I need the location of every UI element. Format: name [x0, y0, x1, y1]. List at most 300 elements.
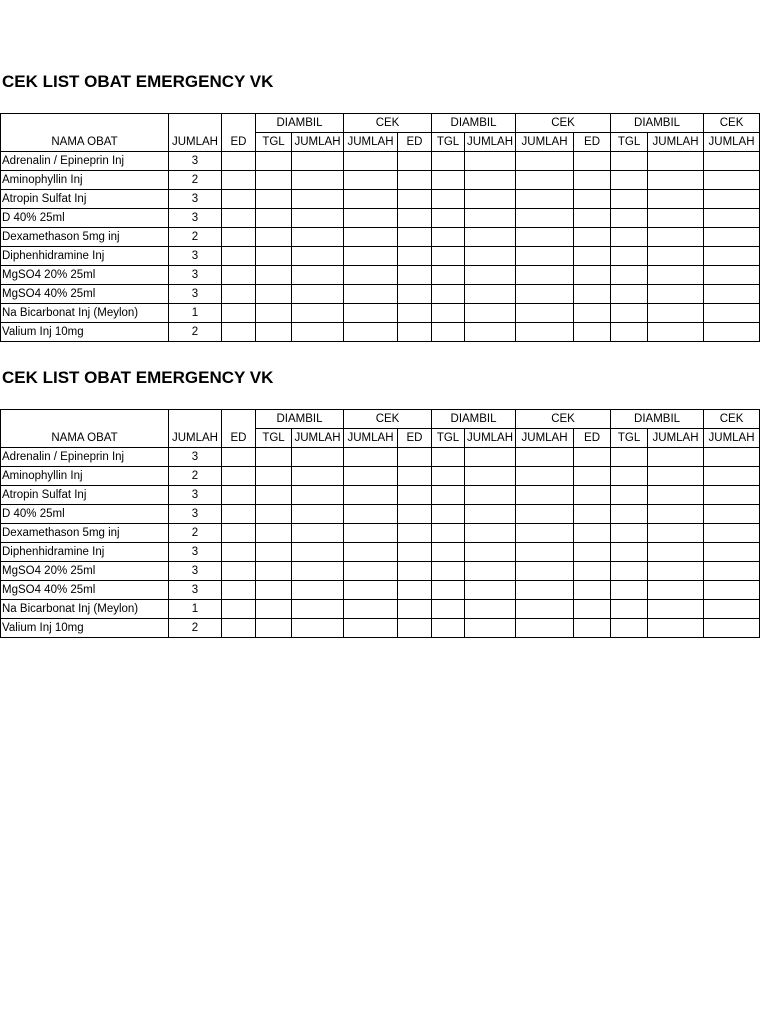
empty-entry-cell [704, 152, 760, 171]
empty-entry-cell [292, 304, 344, 323]
empty-entry-cell [292, 467, 344, 486]
group-header-cek: CEK [516, 114, 611, 133]
empty-entry-cell [432, 581, 465, 600]
empty-entry-cell [574, 304, 611, 323]
table-row [1, 190, 760, 209]
empty-entry-cell [398, 190, 432, 209]
group-header-cek: CEK [704, 114, 760, 133]
drug-name-cell: MgSO4 20% 25ml [1, 562, 169, 581]
empty-entry-cell [398, 562, 432, 581]
empty-entry-cell [344, 562, 398, 581]
drug-name-cell: Atropin Sulfat Inj [1, 190, 169, 209]
empty-entry-cell [432, 467, 465, 486]
empty-entry-cell [465, 600, 516, 619]
column-header-ed: ED [222, 133, 256, 152]
column-header-tgl: TGL [611, 429, 648, 448]
empty-entry-cell [222, 448, 256, 467]
empty-entry-cell [611, 562, 648, 581]
column-header-tgl: TGL [432, 429, 465, 448]
group-header-diambil: DIAMBIL [611, 114, 704, 133]
column-header-jumlah: JUMLAH [704, 429, 760, 448]
header-blank-cell [169, 410, 222, 429]
empty-entry-cell [611, 171, 648, 190]
empty-entry-cell [516, 247, 574, 266]
empty-entry-cell [704, 600, 760, 619]
column-header-nama-obat: NAMA OBAT [1, 133, 169, 152]
table-row [1, 543, 760, 562]
group-header-diambil: DIAMBIL [432, 410, 516, 429]
table-row [1, 323, 760, 342]
table-row [1, 486, 760, 505]
empty-entry-cell [611, 247, 648, 266]
empty-entry-cell [704, 285, 760, 304]
empty-entry-cell [222, 209, 256, 228]
empty-entry-cell [574, 190, 611, 209]
empty-entry-cell [222, 304, 256, 323]
quantity-cell: 3 [169, 543, 222, 562]
empty-entry-cell [222, 467, 256, 486]
empty-entry-cell [574, 323, 611, 342]
column-header-tgl: TGL [256, 133, 292, 152]
empty-entry-cell [704, 190, 760, 209]
empty-entry-cell [344, 524, 398, 543]
empty-entry-cell [222, 228, 256, 247]
empty-entry-cell [704, 266, 760, 285]
empty-entry-cell [222, 171, 256, 190]
empty-entry-cell [256, 562, 292, 581]
column-header-row [1, 429, 760, 448]
empty-entry-cell [432, 600, 465, 619]
empty-entry-cell [398, 228, 432, 247]
empty-entry-cell [256, 486, 292, 505]
empty-entry-cell [704, 448, 760, 467]
column-header-tgl: TGL [256, 429, 292, 448]
empty-entry-cell [256, 323, 292, 342]
column-header-ed: ED [222, 429, 256, 448]
empty-entry-cell [648, 266, 704, 285]
empty-entry-cell [344, 619, 398, 638]
empty-entry-cell [256, 619, 292, 638]
empty-entry-cell [398, 152, 432, 171]
empty-entry-cell [516, 171, 574, 190]
table-row [1, 619, 760, 638]
empty-entry-cell [344, 543, 398, 562]
empty-entry-cell [398, 619, 432, 638]
empty-entry-cell [704, 543, 760, 562]
empty-entry-cell [398, 266, 432, 285]
empty-entry-cell [611, 304, 648, 323]
empty-entry-cell [704, 247, 760, 266]
empty-entry-cell [611, 600, 648, 619]
empty-entry-cell [292, 581, 344, 600]
empty-entry-cell [516, 323, 574, 342]
empty-entry-cell [516, 524, 574, 543]
empty-entry-cell [465, 543, 516, 562]
empty-entry-cell [704, 467, 760, 486]
empty-entry-cell [398, 247, 432, 266]
empty-entry-cell [344, 228, 398, 247]
empty-entry-cell [256, 209, 292, 228]
drug-name-cell: D 40% 25ml [1, 505, 169, 524]
table-row [1, 524, 760, 543]
group-header-diambil: DIAMBIL [256, 410, 344, 429]
quantity-cell: 3 [169, 505, 222, 524]
empty-entry-cell [574, 285, 611, 304]
empty-entry-cell [222, 600, 256, 619]
empty-entry-cell [256, 304, 292, 323]
drug-name-cell: Dexamethason 5mg inj [1, 524, 169, 543]
column-header-jumlah: JUMLAH [648, 133, 704, 152]
empty-entry-cell [256, 228, 292, 247]
empty-entry-cell [465, 304, 516, 323]
checklist-table [0, 409, 760, 638]
empty-entry-cell [432, 304, 465, 323]
empty-entry-cell [465, 247, 516, 266]
empty-entry-cell [256, 152, 292, 171]
empty-entry-cell [432, 228, 465, 247]
empty-entry-cell [465, 619, 516, 638]
header-blank-cell [222, 114, 256, 133]
empty-entry-cell [292, 448, 344, 467]
empty-entry-cell [292, 152, 344, 171]
empty-entry-cell [256, 581, 292, 600]
column-header-tgl: TGL [611, 133, 648, 152]
empty-entry-cell [648, 448, 704, 467]
column-header-jumlah: JUMLAH [516, 133, 574, 152]
empty-entry-cell [611, 543, 648, 562]
empty-entry-cell [432, 171, 465, 190]
empty-entry-cell [611, 266, 648, 285]
empty-entry-cell [574, 448, 611, 467]
empty-entry-cell [344, 486, 398, 505]
empty-entry-cell [432, 448, 465, 467]
empty-entry-cell [344, 266, 398, 285]
empty-entry-cell [704, 505, 760, 524]
empty-entry-cell [256, 543, 292, 562]
quantity-cell: 3 [169, 266, 222, 285]
empty-entry-cell [344, 285, 398, 304]
empty-entry-cell [648, 171, 704, 190]
empty-entry-cell [344, 448, 398, 467]
empty-entry-cell [256, 190, 292, 209]
empty-entry-cell [574, 467, 611, 486]
empty-entry-cell [648, 486, 704, 505]
empty-entry-cell [222, 152, 256, 171]
empty-entry-cell [516, 285, 574, 304]
empty-entry-cell [611, 209, 648, 228]
column-header-nama-obat: NAMA OBAT [1, 429, 169, 448]
empty-entry-cell [704, 323, 760, 342]
empty-entry-cell [222, 581, 256, 600]
empty-entry-cell [516, 304, 574, 323]
column-header-tgl: TGL [432, 133, 465, 152]
quantity-cell: 3 [169, 486, 222, 505]
drug-name-cell: Diphenhidramine Inj [1, 247, 169, 266]
header-blank-cell [222, 410, 256, 429]
empty-entry-cell [344, 304, 398, 323]
header-blank-cell [1, 410, 169, 429]
empty-entry-cell [465, 581, 516, 600]
empty-entry-cell [292, 247, 344, 266]
empty-entry-cell [611, 581, 648, 600]
empty-entry-cell [292, 323, 344, 342]
group-header-cek: CEK [344, 410, 432, 429]
empty-entry-cell [222, 247, 256, 266]
empty-entry-cell [574, 505, 611, 524]
group-header-cek: CEK [704, 410, 760, 429]
empty-entry-cell [222, 562, 256, 581]
empty-entry-cell [292, 171, 344, 190]
empty-entry-cell [292, 266, 344, 285]
quantity-cell: 1 [169, 600, 222, 619]
empty-entry-cell [432, 152, 465, 171]
empty-entry-cell [432, 266, 465, 285]
drug-name-cell: Dexamethason 5mg inj [1, 228, 169, 247]
column-header-ed: ED [398, 429, 432, 448]
quantity-cell: 3 [169, 209, 222, 228]
empty-entry-cell [465, 285, 516, 304]
drug-name-cell: Na Bicarbonat Inj (Meylon) [1, 600, 169, 619]
empty-entry-cell [344, 467, 398, 486]
empty-entry-cell [648, 524, 704, 543]
empty-entry-cell [574, 581, 611, 600]
empty-entry-cell [574, 543, 611, 562]
empty-entry-cell [648, 562, 704, 581]
column-header-jumlah: JUMLAH [292, 133, 344, 152]
column-header-jumlah: JUMLAH [465, 133, 516, 152]
empty-entry-cell [292, 505, 344, 524]
empty-entry-cell [222, 323, 256, 342]
table-row [1, 467, 760, 486]
drug-name-cell: Aminophyllin Inj [1, 171, 169, 190]
drug-name-cell: Adrenalin / Epineprin Inj [1, 448, 169, 467]
empty-entry-cell [465, 171, 516, 190]
empty-entry-cell [574, 524, 611, 543]
empty-entry-cell [222, 266, 256, 285]
empty-entry-cell [344, 323, 398, 342]
empty-entry-cell [611, 619, 648, 638]
empty-entry-cell [292, 228, 344, 247]
empty-entry-cell [398, 171, 432, 190]
empty-entry-cell [611, 285, 648, 304]
empty-entry-cell [516, 562, 574, 581]
empty-entry-cell [292, 190, 344, 209]
empty-entry-cell [256, 505, 292, 524]
table-row [1, 171, 760, 190]
quantity-cell: 3 [169, 448, 222, 467]
empty-entry-cell [611, 448, 648, 467]
drug-name-cell: Na Bicarbonat Inj (Meylon) [1, 304, 169, 323]
empty-entry-cell [704, 486, 760, 505]
empty-entry-cell [648, 209, 704, 228]
empty-entry-cell [432, 543, 465, 562]
empty-entry-cell [704, 524, 760, 543]
empty-entry-cell [256, 285, 292, 304]
empty-entry-cell [516, 486, 574, 505]
empty-entry-cell [398, 600, 432, 619]
table-row [1, 285, 760, 304]
empty-entry-cell [256, 247, 292, 266]
empty-entry-cell [432, 562, 465, 581]
page-title: CEK LIST OBAT EMERGENCY VK [2, 368, 274, 387]
table-row [1, 209, 760, 228]
empty-entry-cell [222, 619, 256, 638]
empty-entry-cell [465, 209, 516, 228]
empty-entry-cell [611, 467, 648, 486]
drug-name-cell: MgSO4 20% 25ml [1, 266, 169, 285]
group-header-diambil: DIAMBIL [611, 410, 704, 429]
empty-entry-cell [398, 323, 432, 342]
empty-entry-cell [432, 505, 465, 524]
quantity-cell: 2 [169, 228, 222, 247]
table-row [1, 152, 760, 171]
empty-entry-cell [256, 600, 292, 619]
empty-entry-cell [648, 247, 704, 266]
table-row [1, 304, 760, 323]
empty-entry-cell [611, 524, 648, 543]
column-header-jumlah: JUMLAH [704, 133, 760, 152]
group-header-diambil: DIAMBIL [256, 114, 344, 133]
drug-name-cell: MgSO4 40% 25ml [1, 581, 169, 600]
empty-entry-cell [516, 448, 574, 467]
drug-name-cell: Adrenalin / Epineprin Inj [1, 152, 169, 171]
empty-entry-cell [256, 448, 292, 467]
empty-entry-cell [611, 323, 648, 342]
empty-entry-cell [398, 581, 432, 600]
empty-entry-cell [292, 543, 344, 562]
empty-entry-cell [292, 619, 344, 638]
empty-entry-cell [398, 486, 432, 505]
empty-entry-cell [648, 323, 704, 342]
empty-entry-cell [222, 486, 256, 505]
column-header-jumlah: JUMLAH [169, 133, 222, 152]
empty-entry-cell [256, 171, 292, 190]
column-header-jumlah: JUMLAH [648, 429, 704, 448]
empty-entry-cell [465, 448, 516, 467]
drug-name-cell: Valium Inj 10mg [1, 619, 169, 638]
empty-entry-cell [648, 505, 704, 524]
quantity-cell: 2 [169, 171, 222, 190]
empty-entry-cell [398, 285, 432, 304]
empty-entry-cell [648, 467, 704, 486]
empty-entry-cell [704, 619, 760, 638]
table-row [1, 581, 760, 600]
empty-entry-cell [648, 600, 704, 619]
empty-entry-cell [432, 323, 465, 342]
empty-entry-cell [344, 247, 398, 266]
quantity-cell: 3 [169, 285, 222, 304]
table-row [1, 505, 760, 524]
empty-entry-cell [292, 209, 344, 228]
column-header-ed: ED [574, 133, 611, 152]
column-header-row [1, 133, 760, 152]
header-blank-cell [1, 114, 169, 133]
empty-entry-cell [256, 524, 292, 543]
table-row [1, 600, 760, 619]
empty-entry-cell [222, 190, 256, 209]
empty-entry-cell [574, 171, 611, 190]
empty-entry-cell [611, 486, 648, 505]
column-header-jumlah: JUMLAH [465, 429, 516, 448]
empty-entry-cell [344, 190, 398, 209]
column-header-ed: ED [398, 133, 432, 152]
empty-entry-cell [465, 152, 516, 171]
empty-entry-cell [648, 152, 704, 171]
drug-name-cell: MgSO4 40% 25ml [1, 285, 169, 304]
quantity-cell: 3 [169, 152, 222, 171]
group-header-row [1, 114, 760, 133]
empty-entry-cell [574, 562, 611, 581]
empty-entry-cell [704, 581, 760, 600]
checklist-table [0, 113, 760, 342]
quantity-cell: 3 [169, 247, 222, 266]
empty-entry-cell [611, 505, 648, 524]
empty-entry-cell [222, 543, 256, 562]
group-header-cek: CEK [344, 114, 432, 133]
empty-entry-cell [574, 266, 611, 285]
table-row [1, 448, 760, 467]
empty-entry-cell [465, 323, 516, 342]
empty-entry-cell [574, 600, 611, 619]
empty-entry-cell [648, 285, 704, 304]
drug-name-cell: D 40% 25ml [1, 209, 169, 228]
quantity-cell: 3 [169, 562, 222, 581]
column-header-jumlah: JUMLAH [169, 429, 222, 448]
empty-entry-cell [516, 266, 574, 285]
empty-entry-cell [574, 619, 611, 638]
empty-entry-cell [516, 190, 574, 209]
empty-entry-cell [516, 581, 574, 600]
empty-entry-cell [398, 505, 432, 524]
empty-entry-cell [648, 581, 704, 600]
empty-entry-cell [648, 619, 704, 638]
empty-entry-cell [292, 524, 344, 543]
quantity-cell: 3 [169, 190, 222, 209]
empty-entry-cell [648, 190, 704, 209]
empty-entry-cell [648, 228, 704, 247]
drug-name-cell: Diphenhidramine Inj [1, 543, 169, 562]
empty-entry-cell [432, 524, 465, 543]
table-row [1, 266, 760, 285]
drug-name-cell: Aminophyllin Inj [1, 467, 169, 486]
empty-entry-cell [256, 266, 292, 285]
empty-entry-cell [704, 228, 760, 247]
empty-entry-cell [256, 467, 292, 486]
empty-entry-cell [292, 486, 344, 505]
empty-entry-cell [398, 448, 432, 467]
empty-entry-cell [432, 209, 465, 228]
empty-entry-cell [574, 247, 611, 266]
empty-entry-cell [344, 152, 398, 171]
empty-entry-cell [344, 600, 398, 619]
quantity-cell: 2 [169, 619, 222, 638]
column-header-ed: ED [574, 429, 611, 448]
empty-entry-cell [398, 467, 432, 486]
quantity-cell: 2 [169, 323, 222, 342]
empty-entry-cell [465, 467, 516, 486]
empty-entry-cell [344, 209, 398, 228]
column-header-jumlah: JUMLAH [344, 133, 398, 152]
group-header-diambil: DIAMBIL [432, 114, 516, 133]
empty-entry-cell [292, 562, 344, 581]
empty-entry-cell [398, 209, 432, 228]
drug-name-cell: Atropin Sulfat Inj [1, 486, 169, 505]
empty-entry-cell [344, 505, 398, 524]
empty-entry-cell [344, 581, 398, 600]
header-blank-cell [169, 114, 222, 133]
empty-entry-cell [648, 543, 704, 562]
empty-entry-cell [465, 505, 516, 524]
